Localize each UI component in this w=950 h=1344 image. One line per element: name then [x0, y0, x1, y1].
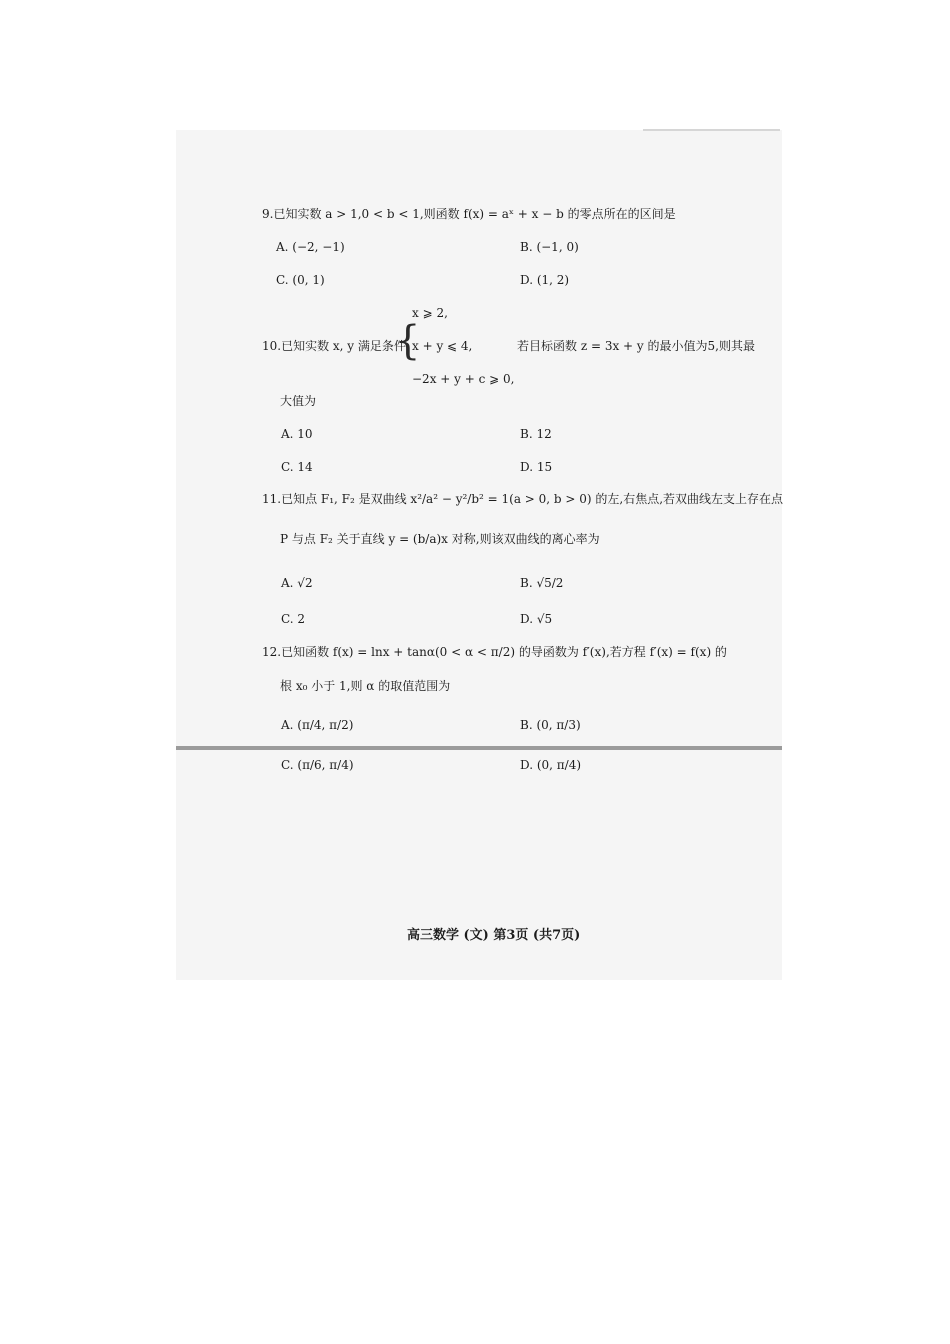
q11-option-b: B. √5/2 — [520, 576, 564, 590]
top-rule — [643, 129, 780, 131]
q9-option-d: D. (1, 2) — [520, 273, 570, 287]
q12-option-b: B. (0, π/3) — [520, 718, 581, 732]
q10-constraint-2: x + y ⩽ 4, — [412, 339, 473, 353]
q9-stem: 9.已知实数 a > 1,0 < b < 1,则函数 f(x) = aˣ + x − b 的零点所在的区间是 — [262, 207, 676, 221]
q11-option-a: A. √2 — [281, 576, 313, 590]
q10-cont: 大值为 — [280, 394, 317, 408]
q9-option-b: B. (−1, 0) — [520, 240, 579, 254]
q10-constraint-1: x ⩾ 2, — [412, 306, 448, 320]
q11-option-c: C. 2 — [281, 612, 306, 626]
q10-option-b: B. 12 — [520, 427, 552, 441]
q10-option-c: C. 14 — [281, 460, 313, 474]
q12-option-a: A. (π/4, π/2) — [281, 718, 354, 732]
q12-line1: 12.已知函数 f(x) = lnx + tanα(0 < α < π/2) 的导函数为 f′(x),若方程 f′(x) = f(x) 的 — [262, 645, 727, 659]
q12-option-c: C. (π/6, π/4) — [281, 758, 354, 772]
q9-option-c: C. (0, 1) — [276, 273, 325, 287]
q11-line1: 11.已知点 F₁, F₂ 是双曲线 x²/a² − y²/b² = 1(a > 0, b > 0) 的左,右焦点,若双曲线左支上存在点 — [262, 492, 784, 506]
q10-lead: 10.已知实数 x, y 满足条件 — [262, 339, 406, 353]
q10-tail: 若目标函数 z = 3x + y 的最小值为5,则其最 — [517, 339, 755, 353]
q10-constraint-3: −2x + y + c ⩾ 0, — [412, 372, 515, 386]
q11-option-d: D. √5 — [520, 612, 553, 626]
q11-line2: P 与点 F₂ 关于直线 y = (b/a)x 对称,则该双曲线的离心率为 — [280, 532, 600, 546]
q12-option-d: D. (0, π/4) — [520, 758, 582, 772]
q9-option-a: A. (−2, −1) — [276, 240, 345, 254]
scanned-paper — [176, 130, 782, 980]
page-footer: 高三数学 (文) 第3页 (共7页) — [407, 928, 581, 943]
q10-brace: { — [395, 318, 421, 364]
scan-fold-line — [176, 746, 782, 750]
q10-option-a: A. 10 — [281, 427, 313, 441]
q10-option-d: D. 15 — [520, 460, 553, 474]
q12-line2: 根 x₀ 小于 1,则 α 的取值范围为 — [280, 679, 451, 693]
